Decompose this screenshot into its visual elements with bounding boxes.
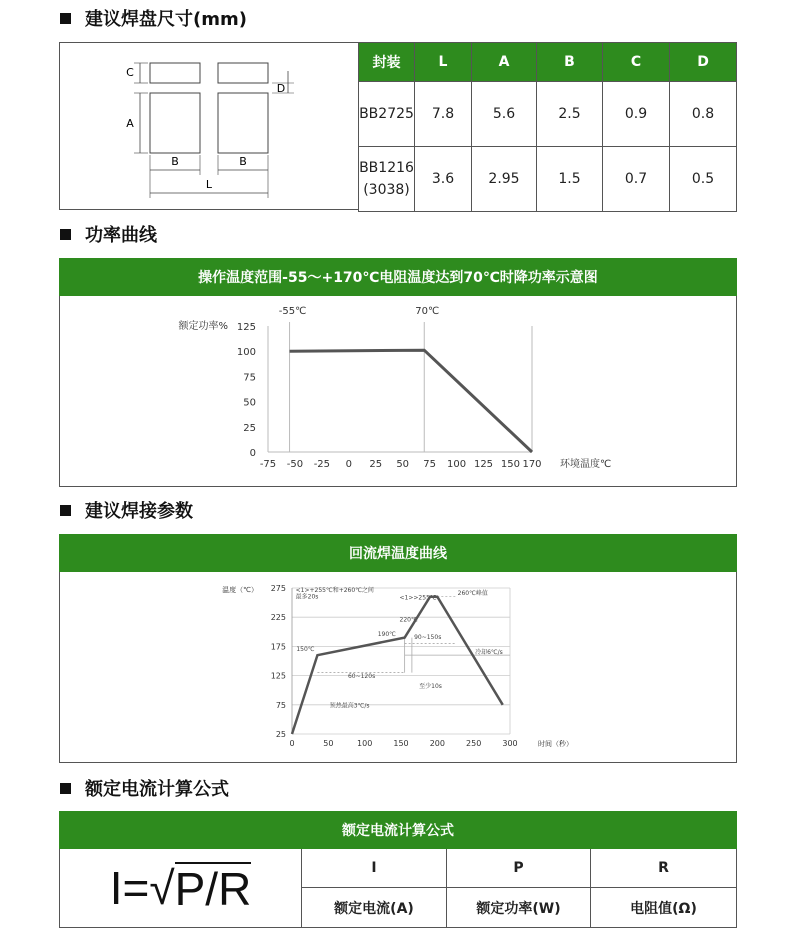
dim-label-l: L — [205, 178, 213, 191]
cell-a: 2.95 — [472, 147, 537, 212]
y-tick-label: 75 — [275, 700, 286, 710]
table-header-row — [359, 43, 737, 82]
section-title-current-formula — [60, 776, 229, 800]
annotation-label: 70℃ — [415, 306, 440, 317]
bullet-square-icon — [60, 13, 71, 24]
x-axis-label: 环境温度℃ — [560, 459, 612, 470]
y-tick-label: 75 — [243, 372, 256, 384]
x-tick-label: 50 — [396, 459, 410, 470]
section-title-pad-dimensions — [60, 6, 247, 30]
annotation-label: 预热最高3℃/s — [329, 702, 370, 710]
cell-c: 0.9 — [603, 82, 670, 147]
section-title-text: 额定电流计算公式 — [85, 779, 229, 800]
x-tick-label: 125 — [473, 459, 494, 470]
dim-label-b-left: B — [171, 155, 179, 168]
bullet-square-icon — [60, 783, 71, 794]
formula-expression — [60, 849, 302, 927]
pad-bottom-left — [150, 93, 200, 153]
y-tick-label: 225 — [270, 613, 286, 623]
annotation-label: 60~120s — [347, 672, 376, 680]
x-tick-label: -50 — [286, 459, 304, 470]
y-tick-label: 50 — [243, 397, 256, 409]
x-tick-label: 150 — [393, 739, 409, 748]
section-title-soldering — [60, 498, 193, 522]
x-tick-label: 150 — [500, 459, 520, 470]
table-row — [359, 82, 737, 147]
col-header-a: A — [472, 43, 537, 82]
cell-l: 7.8 — [415, 82, 472, 147]
formula-panel — [59, 811, 737, 928]
dim-label-b-right: B — [239, 155, 247, 168]
y-tick-label: 25 — [275, 730, 286, 739]
annotation-label: <1>>255℃ — [399, 594, 437, 602]
cell-package — [359, 147, 415, 212]
x-tick-label: 25 — [369, 459, 383, 470]
power-chart-panel — [59, 258, 737, 487]
formula-desc-r: 电阻值(Ω) — [630, 900, 697, 917]
col-header-c: C — [603, 43, 670, 82]
formula-symbol-p: P — [447, 849, 591, 888]
y-axis-label: 温度（℃） — [222, 586, 258, 594]
annotation-label: 冷却6℃/s — [475, 648, 503, 656]
y-tick-label: 100 — [236, 347, 256, 359]
x-tick-label: 0 — [289, 739, 295, 748]
series-line — [290, 350, 532, 452]
col-header-b: B — [537, 43, 603, 82]
cell-b: 2.5 — [537, 82, 603, 147]
package-alias: (3038) — [363, 182, 410, 198]
reflow-chart-header: 回流焊温度曲线 — [59, 534, 737, 572]
cell-d: 0.8 — [670, 82, 737, 147]
formula-rhs: P/R — [174, 863, 252, 915]
pad-top-left — [150, 63, 200, 83]
section-title-text: 建议焊盘尺寸(mm) — [85, 9, 247, 30]
y-tick-label: 0 — [249, 448, 256, 459]
power-derating-chart — [60, 296, 736, 486]
pad-diagram-panel — [59, 42, 359, 210]
package-name: BB2725 — [359, 106, 414, 122]
bullet-square-icon — [60, 229, 71, 240]
section-title-text: 建议焊接参数 — [85, 501, 193, 522]
col-header-l: L — [415, 43, 472, 82]
formula-header: 额定电流计算公式 — [59, 811, 737, 849]
formula-desc-p: 额定功率(W) — [447, 888, 591, 927]
cell-b: 1.5 — [537, 147, 603, 212]
package-name: BB1216 — [359, 160, 414, 176]
formula-symbol-i: I — [302, 849, 447, 888]
pad-bottom-right — [218, 93, 268, 153]
x-tick-label: 75 — [423, 459, 436, 470]
pad-top-right — [218, 63, 268, 83]
col-header-d: D — [670, 43, 737, 82]
annotation-label: <1>+255℃和+260℃之间 — [295, 587, 374, 595]
pad-dimension-table — [358, 42, 737, 212]
power-chart-header: 操作温度范围-55～+170℃电阻温度达到70℃时降功率示意图 — [59, 258, 737, 296]
reflow-profile-chart — [60, 572, 736, 762]
x-tick-label: 250 — [466, 739, 482, 748]
formula-lhs: I= — [109, 862, 150, 914]
y-tick-label: 25 — [243, 422, 256, 434]
sqrt-symbol-icon: √ — [149, 862, 175, 914]
annotation-label: 至少10s — [419, 682, 442, 690]
annotation-label: -55℃ — [278, 306, 307, 317]
x-tick-label: 0 — [345, 459, 353, 470]
annotation-label: 150℃ — [296, 646, 315, 654]
y-tick-label: 275 — [270, 584, 286, 593]
col-header-package: 封装 — [359, 43, 415, 82]
section-title-text: 功率曲线 — [85, 225, 157, 246]
dim-label-a: A — [126, 117, 134, 130]
x-tick-label: 100 — [447, 459, 467, 470]
dim-label-d: D — [276, 82, 286, 95]
x-tick-label: 200 — [429, 739, 445, 748]
y-tick-label: 175 — [270, 642, 286, 652]
table-row — [359, 147, 737, 212]
x-tick-label: -25 — [313, 459, 331, 470]
x-axis-label: 时间（秒） — [538, 740, 573, 748]
cell-a: 5.6 — [472, 82, 537, 147]
annotation-label: 220℃ — [399, 616, 418, 624]
formula-symbol-r: R — [591, 849, 736, 888]
y-tick-label: 125 — [236, 322, 256, 333]
annotation-label: 260℃峰值 — [457, 590, 488, 598]
x-tick-label: -75 — [259, 459, 277, 470]
annotation-label: 190℃ — [377, 630, 396, 638]
reflow-chart-panel — [59, 534, 737, 763]
y-axis-label: 额定功率% — [178, 321, 228, 332]
cell-c: 0.7 — [603, 147, 670, 212]
x-tick-label: 170 — [522, 459, 542, 470]
bullet-square-icon — [60, 505, 71, 516]
cell-l: 3.6 — [415, 147, 472, 212]
x-tick-label: 100 — [357, 739, 373, 748]
dim-label-c: C — [126, 66, 134, 79]
formula-desc-i: 额定电流(A) — [302, 888, 447, 927]
x-tick-label: 300 — [502, 739, 518, 748]
x-tick-label: 50 — [323, 739, 334, 748]
cell-d: 0.5 — [670, 147, 737, 212]
annotation-label: 90~150s — [414, 633, 442, 641]
y-tick-label: 125 — [270, 671, 286, 681]
annotation-label: 最多20s — [295, 593, 319, 601]
cell-package — [359, 82, 415, 147]
section-title-power-curve — [60, 222, 157, 246]
pad-layout-diagram — [60, 43, 358, 209]
